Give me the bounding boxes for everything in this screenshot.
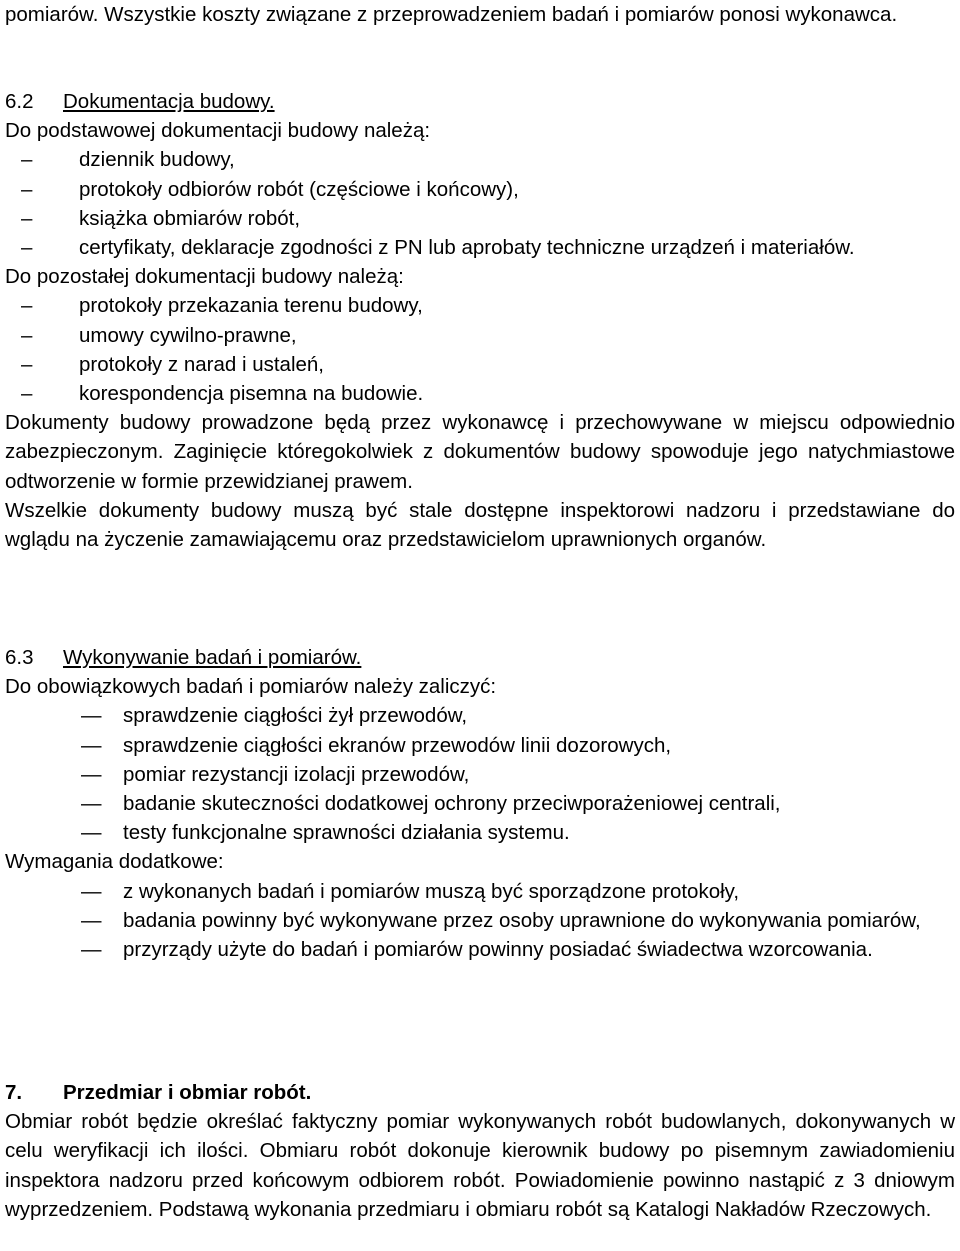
intro-paragraph: Do podstawowej dokumentacji budowy należą: (5, 119, 431, 143)
section-title: Przedmiar i obmiar robót. (63, 1081, 312, 1104)
section-7 (5, 1078, 955, 1224)
list-item: — sprawdzenie ciągłości żył przewodów, (5, 701, 955, 730)
section-number: 7. (5, 1081, 23, 1104)
body-paragraph: Dokumenty budowy prowadzone będą przez wykonawcę i przechowywane w miejscu odpowiednio zabezpieczonym. Zaginięcie któregokolwiek z dokumentów budowy spowoduje jego natychmiastowe odtworzenie w formie przewidzianej prawem. (5, 411, 955, 493)
list-item: ‒ książka obmiarów robót, (5, 204, 955, 233)
section-6-2 (5, 87, 955, 554)
list-item: ‒ protokoły z narad i ustaleń, (5, 350, 955, 379)
list-item: — z wykonanych badań i pomiarów muszą być sporządzone protokoły, (5, 877, 955, 906)
dash-bullet-icon: ‒ (21, 294, 33, 318)
list-item: ‒ korespondencja pisemna na budowie. (5, 379, 955, 408)
list-item: ‒ protokoły odbiorów robót (częściowe i końcowy), (5, 175, 955, 204)
dash-bullet-icon: — (81, 879, 102, 903)
list-item: ‒ certyfikaty, deklaracje zgodności z PN lub aprobaty techniczne urządzeń i materiałów. (5, 233, 955, 262)
top-paragraph: pomiarów. Wszystkie koszty związane z przeprowadzeniem badań i pomiarów ponosi wykonawca. (5, 3, 898, 26)
body-paragraph: Wszelkie dokumenty budowy muszą być stale dostępne inspektorowi nadzoru i przedstawiane do wglądu na życzenie zamawiającemu oraz przedstawicielom uprawnionych organów. (5, 498, 955, 552)
dash-bullet-icon: — (81, 938, 102, 962)
body-paragraph: Obmiar robót będzie określać faktyczny pomiar wykonywanych robót budowlanych, dokonywanych w celu weryfikacji ich ilości. Obmiaru robót dokonuje kierownik budowy po pisemnym zawiadomieniu inspektora nadzoru przed końcowym odbiorem robót. Powiadomienie powinno nastąpić z 3 dniowym wyprzedzeniem. Podstawą wykonania przedmiaru i obmiaru robót są Katalogi Nakładów Rzeczowych. (5, 1110, 955, 1221)
dash-bullet-icon: ‒ (21, 236, 33, 260)
section-title: Dokumentacja budowy. (63, 90, 275, 113)
dash-bullet-icon: — (81, 704, 102, 728)
dash-bullet-icon: — (81, 733, 102, 757)
dash-bullet-icon: ‒ (21, 206, 33, 230)
intro-paragraph: Wymagania dodatkowe: (5, 850, 224, 874)
section-7-heading (5, 1078, 955, 1107)
list-item: — pomiar rezystancji izolacji przewodów, (5, 760, 955, 789)
dash-bullet-icon: — (81, 821, 102, 845)
list-item: — sprawdzenie ciągłości ekranów przewodów linii dozorowych, (5, 731, 955, 760)
section-number: 6.3 (5, 646, 34, 669)
list-item: — przyrządy użyte do badań i pomiarów powinny posiadać świadectwa wzorcowania. (5, 935, 955, 964)
section-title: Wykonywanie badań i pomiarów. (63, 646, 362, 669)
section-number: 6.2 (5, 90, 34, 113)
list-item: ‒ dziennik budowy, (5, 145, 955, 174)
dash-bullet-icon: ‒ (21, 323, 33, 347)
dash-bullet-icon: — (81, 762, 102, 786)
list-item: — badania powinny być wykonywane przez osoby uprawnione do wykonywania pomiarów, (5, 906, 955, 935)
dash-bullet-icon: ‒ (21, 382, 33, 406)
intro-paragraph: Do pozostałej dokumentacji budowy należą: (5, 265, 404, 289)
dash-bullet-icon: ‒ (21, 148, 33, 172)
section-6-3 (5, 643, 955, 964)
list-item: ‒ umowy cywilno-prawne, (5, 321, 955, 350)
dash-bullet-icon: — (81, 792, 102, 816)
dash-bullet-icon: — (81, 908, 102, 932)
intro-paragraph: Do obowiązkowych badań i pomiarów należy zaliczyć: (5, 675, 497, 699)
list-item: — badanie skuteczności dodatkowej ochrony przeciwporażeniowej centrali, (5, 789, 955, 818)
section-6-2-heading (5, 87, 955, 116)
top-paragraph-block (5, 0, 955, 29)
dash-bullet-icon: ‒ (21, 177, 33, 201)
list-item: ‒ protokoły przekazania terenu budowy, (5, 291, 955, 320)
section-6-3-heading (5, 643, 955, 672)
dash-bullet-icon: ‒ (21, 352, 33, 376)
list-item: — testy funkcjonalne sprawności działania systemu. (5, 818, 955, 847)
